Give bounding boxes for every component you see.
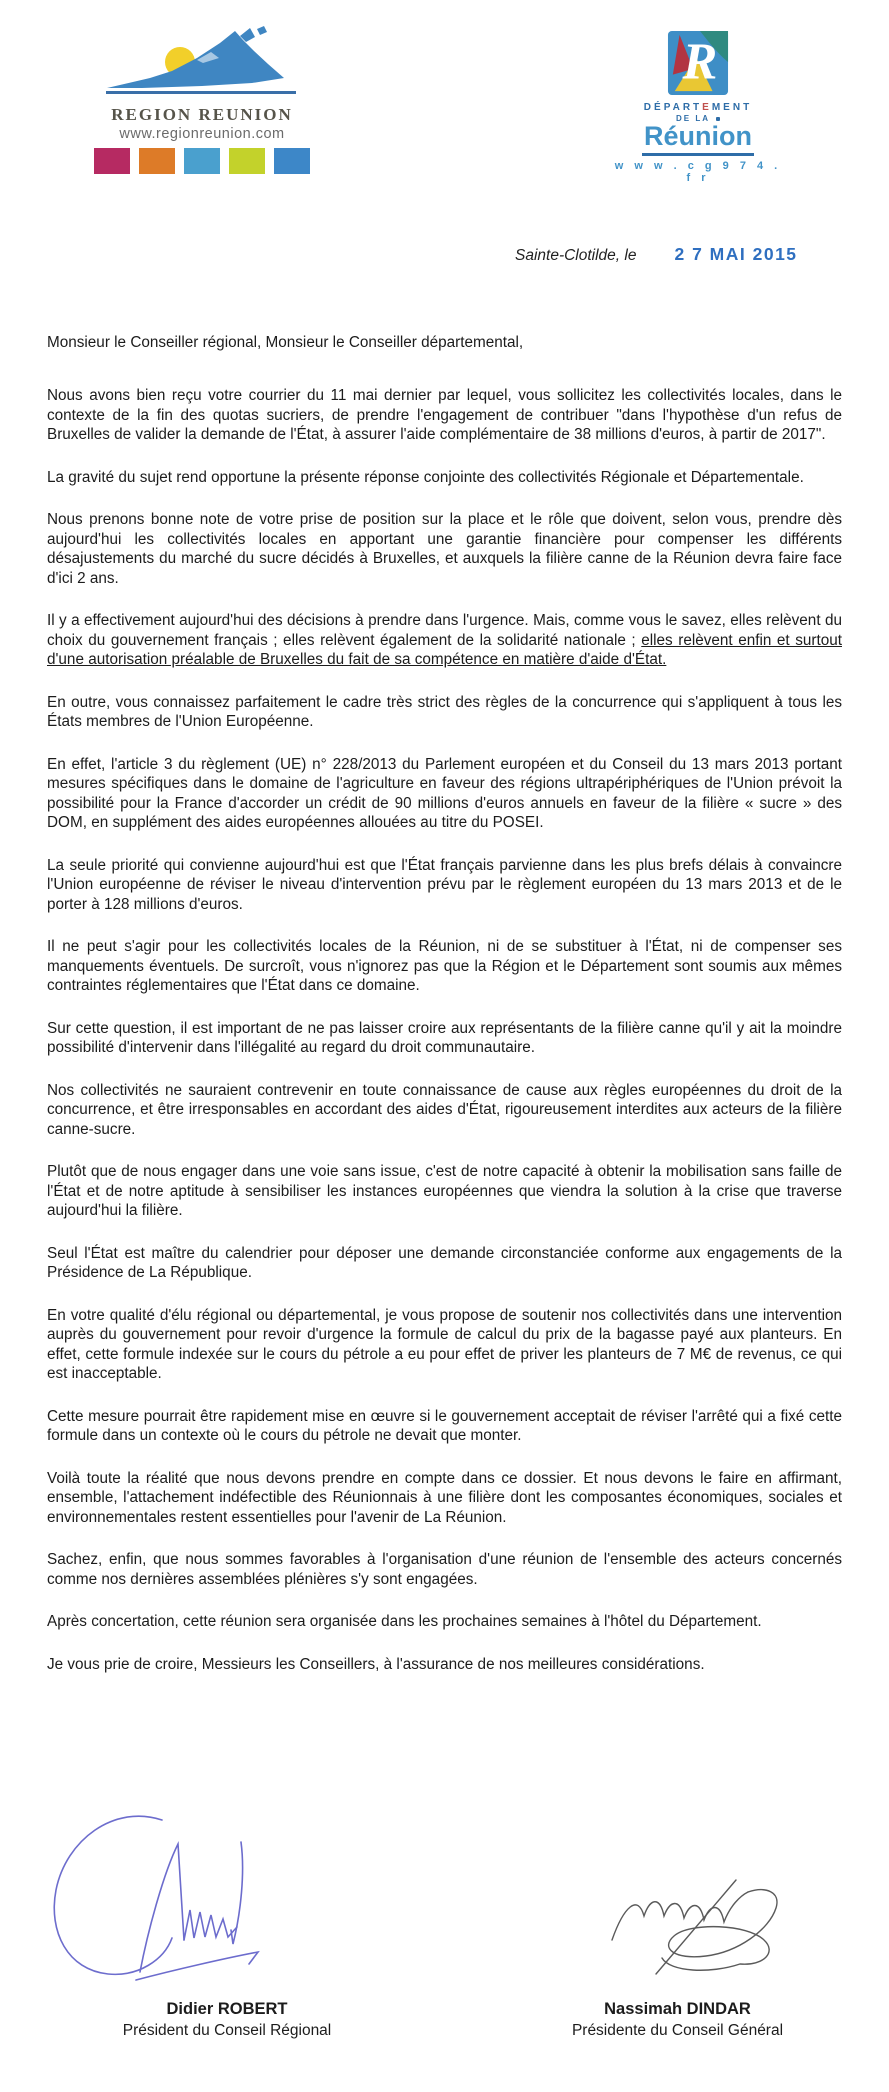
letter-paragraph: Nous avons bien reçu votre courrier du 11 mai dernier par lequel, vous sollicitez les collectivités locales, dans le contexte de la fin des quotas sucriers, de prendre l'engagement de contribuer "dans l'hypothèse d'un refus de Bruxelles de valider la demande de l'État, à assurer l'aide complémentaire de 38 millions d'euros, à partir de 2017". (47, 387, 842, 443)
region-website: www.regionreunion.com (119, 126, 285, 142)
mountain-sun-icon (102, 26, 302, 98)
signature-left-block (92, 2000, 362, 2040)
reunion-underline (642, 153, 754, 156)
departement-label-pre: DÉPART (643, 102, 703, 113)
departement-r-icon (667, 30, 729, 96)
color-square (184, 148, 220, 174)
color-square (139, 148, 175, 174)
letter-paragraph: Il ne peut s'agir pour les collectivités locales de la Réunion, ni de se substituer à l'État, ni de compenser ses manquements éventuels. De surcroît, vous n'ignorez pas que la Région et le Département sont soumis aux mêmes contraintes réglementaires que l'État dans ce domaine. (47, 938, 842, 994)
letter-paragraph: Plutôt que de nous engager dans une voie sans issue, c'est de notre capacité à obtenir la mobilisation sans faille de l'État et de notre aptitude à sensibiliser les instances européennes que viendra la solution à la crise que traverse aujourd'hui la filière. (47, 1163, 842, 1219)
letter-paragraph: Nos collectivités ne sauraient contrevenir en toute connaissance de cause aux règles européennes du droit de la concurrence, et être irresponsables en accordant des aides d'État, rigoureusement interdites aux acteurs de la filière canne-sucre. (47, 1081, 842, 1138)
dateline-place: Sainte-Clotilde, le (515, 247, 637, 264)
underlined-passage: elles relèvent enfin et surtout d'une autorisation préalable de Bruxelles du fait de sa compétence en matière d'aide d'État. (47, 631, 842, 668)
region-color-squares (88, 148, 316, 174)
didier-robert-signature-icon (44, 1810, 304, 2010)
color-square (94, 148, 130, 174)
letter-paragraph: En outre, vous connaissez parfaitement le cadre très strict des règles de la concurrence qui s'appliquent à tous les États membres de l'Union Européenne. (47, 693, 842, 730)
color-square (229, 148, 265, 174)
departement-label-post: MENT (711, 102, 753, 113)
letter-paragraph: Sachez, enfin, que nous sommes favorables à l'organisation d'une réunion de l'ensemble des acteurs concernés comme nos dernières assemblées plénières s'y sont engagées. (47, 1551, 842, 1588)
signature-right-block (555, 2000, 800, 2040)
letter-paragraph: Cette mesure pourrait être rapidement mise en œuvre si le gouvernement acceptait de réviser l'arrêté qui a fixé cette formule dans un contexte où le cours du pétrole ne devait que monter. (47, 1407, 842, 1444)
svg-text:R: R (682, 32, 718, 91)
letter-paragraph: Seul l'État est maître du calendrier pour déposer une demande circonstanciée conforme aux engagements de la Présidence de La République. (47, 1244, 842, 1281)
color-square (274, 148, 310, 174)
reunion-wordmark: Réunion (644, 121, 752, 151)
signer-title-right: Présidente du Conseil Général (571, 2022, 784, 2039)
nassimah-dindar-signature-icon (598, 1864, 808, 1994)
region-name: REGION REUNION (111, 105, 293, 124)
departement-label-accent: E (702, 102, 712, 113)
date-stamp: 2 7 MAI 2015 (674, 244, 798, 264)
signer-title-left: Président du Conseil Régional (122, 2022, 332, 2039)
dateline (515, 244, 845, 265)
letter-body (47, 386, 842, 1697)
signer-name-left: Didier ROBERT (166, 2000, 288, 2018)
salutation: Monsieur le Conseiller régional, Monsieur le Conseiller départemental, (47, 334, 524, 351)
departement-label (610, 102, 786, 113)
letter-paragraph: Nous prenons bonne note de votre prise de position sur la place et le rôle que doivent, selon vous, prendre dès aujourd'hui les collectivités locales en apportant une garantie financière pour compenser les différents désajustements du marché du sucre décidés à Bruxelles, et auxquels la filière canne de la Réunion devra faire face d'ici 2 ans. (47, 511, 842, 587)
departement-reunion-logo (610, 30, 786, 184)
letter-paragraph: La gravité du sujet rend opportune la présente réponse conjointe des collectivités Régionale et Départementale. (47, 468, 804, 486)
letter-paragraph: Il y a effectivement aujourd'hui des décisions à prendre dans l'urgence. Mais, comme vous le savez, elles relèvent du choix du gouvernement français ; elles relèvent également de la solidarité nationale ; elles relèvent enfin et surtout d'une autorisation préalable de Bruxelles du fait de sa compétence en matière d'aide d'État. (47, 612, 842, 668)
signer-name-right: Nassimah DINDAR (604, 2000, 751, 2018)
de-la-label: DE LA (610, 114, 786, 123)
letter-paragraph: En votre qualité d'élu régional ou départemental, je vous propose de soutenir nos collectivités dans une intervention auprès du gouvernement pour revoir d'urgence la formule de calcul du prix de la bagasse payé aux planteurs. En effet, cette formule indexée sur le cours du pétrole a eu pour effet de priver les planteurs de 7 M€ de revenus, ce qui est inacceptable. (47, 1306, 842, 1382)
letter-paragraph: Je vous prie de croire, Messieurs les Conseillers, à l'assurance de nos meilleures considérations. (47, 1655, 705, 1673)
letter-paragraph: Voilà toute la réalité que nous devons prendre en compte dans ce dossier. Et nous devons le faire en affirmant, ensemble, l'attachement indéfectible des Réunionnais à une filière dont les composantes économiques, sociales et environnementales restent essentielles pour l'avenir de La Réunion. (47, 1469, 842, 1526)
departement-website: w w w . c g 9 7 4 . f r (614, 160, 782, 184)
letter-paragraph: Après concertation, cette réunion sera organisée dans les prochaines semaines à l'hôtel du Département. (47, 1613, 762, 1630)
letter-paragraph: La seule priorité qui convienne aujourd'hui est que l'État français parvienne dans les plus brefs délais à convaincre l'Union européenne de réviser le niveau d'intervention prévu par le règlement européen du 13 mars 2013 et de le porter à 128 millions d'euros. (47, 856, 842, 913)
letter-paragraph: En effet, l'article 3 du règlement (UE) n° 228/2013 du Parlement européen et du Conseil du 13 mars 2013 portant mesures spécifiques dans le domaine de l'agriculture en faveur des régions ultrapériphériques de l'Union prévoit la possibilité pour la France d'accorder un crédit de 90 millions d'euros annuels en faveur de la filière « sucre » des DOM, en supplément des aides européennes allouées au titre du POSEI. (47, 755, 842, 831)
letter-paragraph: Sur cette question, il est important de ne pas laisser croire aux représentants de la filière canne qu'il y ait la moindre possibilité d'intervenir dans l'illégalité au regard du droit communautaire. (47, 1019, 842, 1056)
region-reunion-logo (88, 26, 316, 174)
